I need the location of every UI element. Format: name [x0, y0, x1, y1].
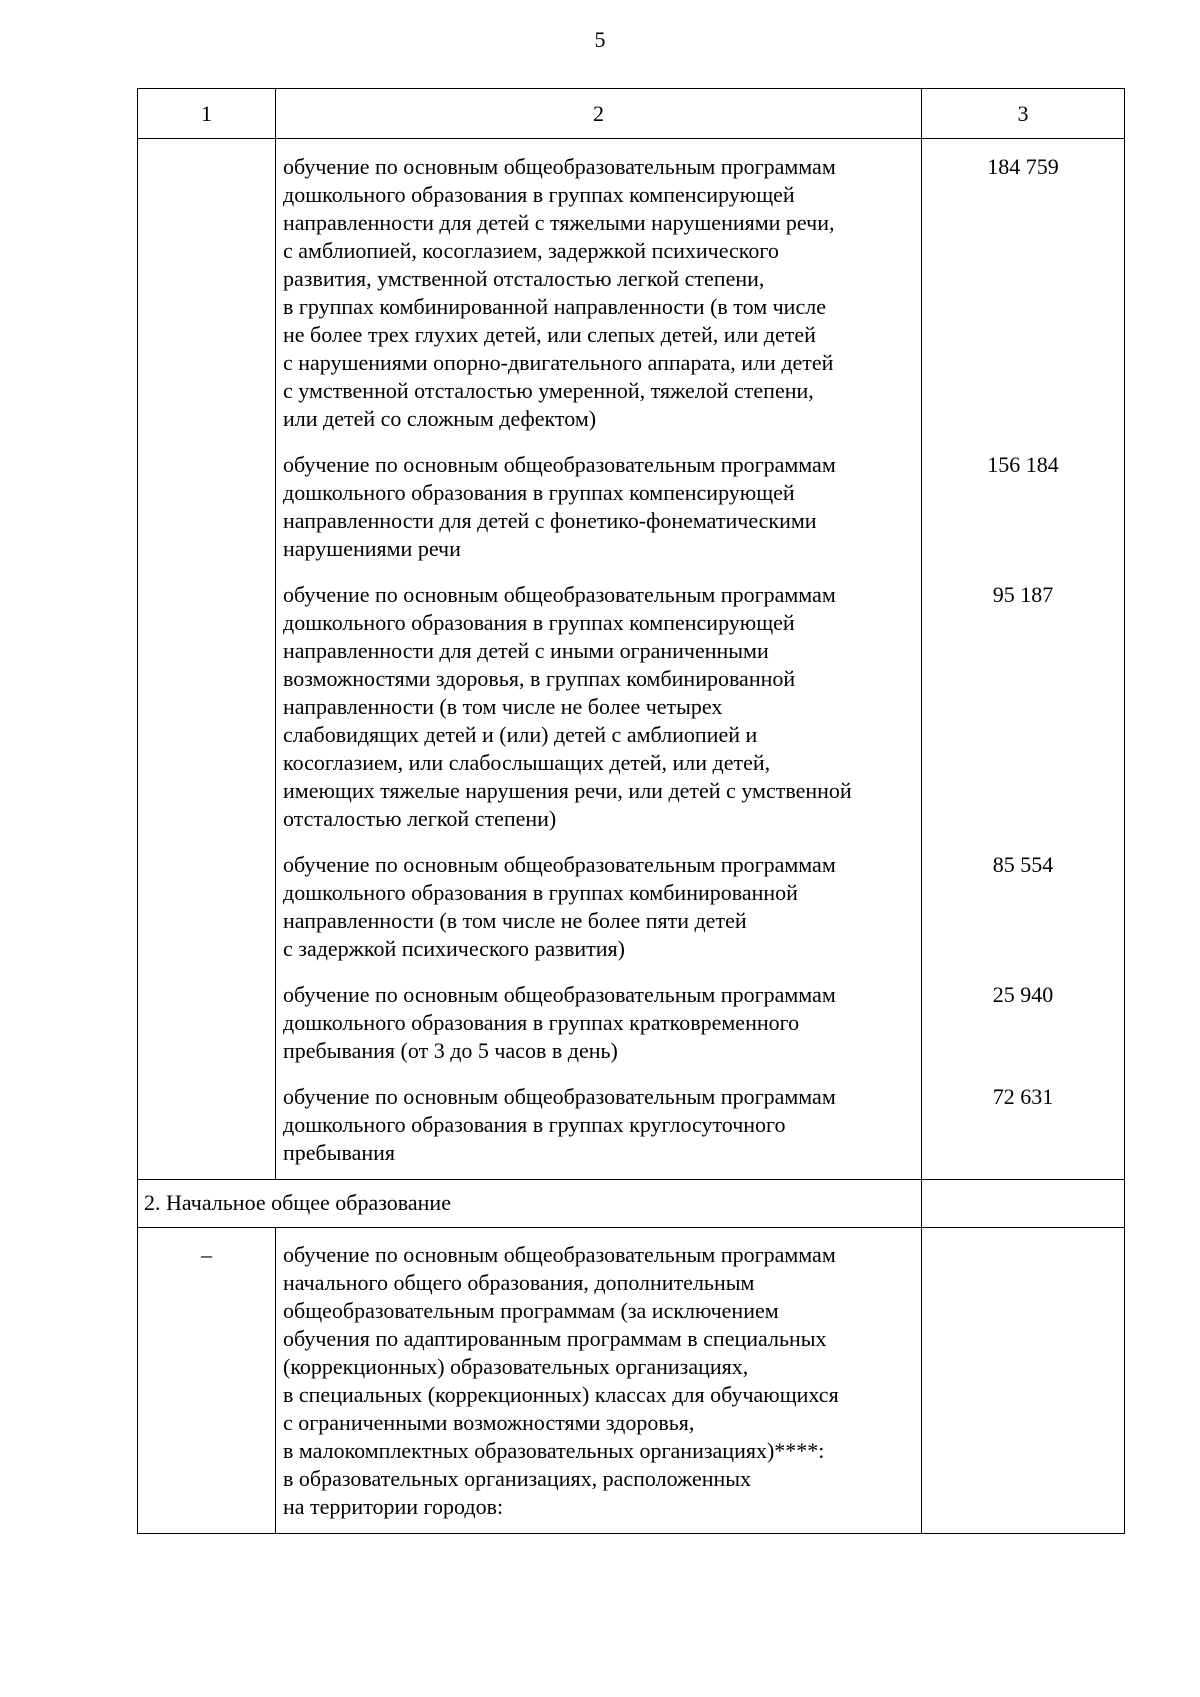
- list-item: [283, 851, 915, 963]
- text-line: дошкольного образования в группах комбинированной: [283, 880, 798, 905]
- preschool-descriptions-cell: [276, 139, 922, 1180]
- text-line: возможностями здоровья, в группах комбинированной: [283, 666, 796, 691]
- text-line: в образовательных организациях, расположенных: [283, 1466, 752, 1491]
- text-line: направленности (в том числе не более пяти детей: [283, 908, 747, 933]
- text-line: дошкольного образования в группах круглосуточного: [283, 1112, 786, 1137]
- text-line: дошкольного образования в группах компенсирующей: [283, 610, 795, 635]
- header-col-3: 3: [922, 89, 1125, 139]
- preschool-values-cell: [922, 139, 1125, 1180]
- text-line: дошкольного образования в группах компенсирующей: [283, 182, 795, 207]
- funding-table: [137, 88, 1125, 1534]
- text-line: в группах комбинированной направленности (в том числе: [283, 294, 826, 319]
- text-line: слабовидящих детей и (или) детей с амблиопией и: [283, 722, 758, 747]
- table-row-preschool: [138, 139, 1125, 1180]
- amount-value: 95 187: [992, 582, 1054, 607]
- text-line: обучение по основным общеобразовательным программам: [283, 1242, 836, 1267]
- text-line: в малокомплектных образовательных организациях)****:: [283, 1438, 825, 1463]
- header-col-2: 2: [276, 89, 922, 139]
- text-line: обучение по основным общеобразовательным программам: [283, 154, 836, 179]
- cell-empty: [922, 1180, 1125, 1228]
- amount-value: 156 184: [987, 452, 1059, 477]
- text-line: имеющих тяжелые нарушения речи, или детей с умственной: [283, 778, 852, 803]
- table-row-section: [138, 1180, 1125, 1228]
- text-line: с задержкой психического развития): [283, 936, 625, 961]
- text-line: косоглазием, или слабослышащих детей, или детей,: [283, 750, 771, 775]
- text-line: нарушениями речи: [283, 536, 461, 561]
- text-line: дошкольного образования в группах компенсирующей: [283, 480, 795, 505]
- page-number: 5: [594, 27, 606, 52]
- list-item: [283, 981, 915, 1065]
- primary-col-1: –: [138, 1228, 276, 1534]
- text-line: обучение по основным общеобразовательным программам: [283, 452, 836, 477]
- text-line: на территории городов:: [283, 1494, 504, 1519]
- text-line: пребывания (от 3 до 5 часов в день): [283, 1038, 618, 1063]
- text-line: с амблиопией, косоглазием, задержкой психического: [283, 238, 779, 263]
- text-line: направленности для детей с иными ограниченными: [283, 638, 769, 663]
- text-line: в специальных (коррекционных) классах для обучающихся: [283, 1382, 839, 1407]
- list-item: [283, 1083, 915, 1167]
- text-line: или детей со сложным дефектом): [283, 406, 597, 431]
- table-row-primary: [138, 1228, 1125, 1534]
- text-line: общеобразовательным программам (за исключением: [283, 1298, 779, 1323]
- amount-value: 184 759: [987, 154, 1059, 179]
- text-line: обучение по основным общеобразовательным программам: [283, 582, 836, 607]
- list-item: [283, 581, 915, 833]
- text-line: дошкольного образования в группах кратковременного: [283, 1010, 800, 1035]
- text-line: отсталостью легкой степени): [283, 806, 557, 831]
- text-line: обучения по адаптированным программам в специальных: [283, 1326, 827, 1351]
- text-line: обучение по основным общеобразовательным программам: [283, 982, 836, 1007]
- text-line: не более трех глухих детей, или слепых детей, или детей: [283, 322, 816, 347]
- text-line: направленности для детей с фонетико-фонематическими: [283, 508, 817, 533]
- text-line: с нарушениями опорно-двигательного аппарата, или детей: [283, 350, 834, 375]
- table-header-row: [138, 89, 1125, 139]
- text-line: (коррекционных) образовательных организациях,: [283, 1354, 749, 1379]
- text-line: пребывания: [283, 1140, 396, 1165]
- amount-value: 72 631: [992, 1084, 1054, 1109]
- cell-empty: [138, 139, 276, 1180]
- list-item: [283, 451, 915, 563]
- text-line: направленности (в том числе не более четырех: [283, 694, 723, 719]
- section-title: 2. Начальное общее образование: [138, 1180, 922, 1228]
- list-item: [283, 153, 915, 433]
- primary-col-3: [922, 1228, 1125, 1534]
- header-col-1: 1: [138, 89, 276, 139]
- text-line: направленности для детей с тяжелыми нарушениями речи,: [283, 210, 835, 235]
- amount-value: 85 554: [992, 852, 1054, 877]
- text-line: развития, умственной отсталостью легкой степени,: [283, 266, 765, 291]
- text-line: начального общего образования, дополнительным: [283, 1270, 755, 1295]
- text-line: обучение по основным общеобразовательным программам: [283, 852, 836, 877]
- text-line: с ограниченными возможностями здоровья,: [283, 1410, 695, 1435]
- text-line: обучение по основным общеобразовательным программам: [283, 1084, 836, 1109]
- primary-description-cell: [276, 1228, 922, 1534]
- text-line: с умственной отсталостью умеренной, тяжелой степени,: [283, 378, 814, 403]
- amount-value: 25 940: [992, 982, 1054, 1007]
